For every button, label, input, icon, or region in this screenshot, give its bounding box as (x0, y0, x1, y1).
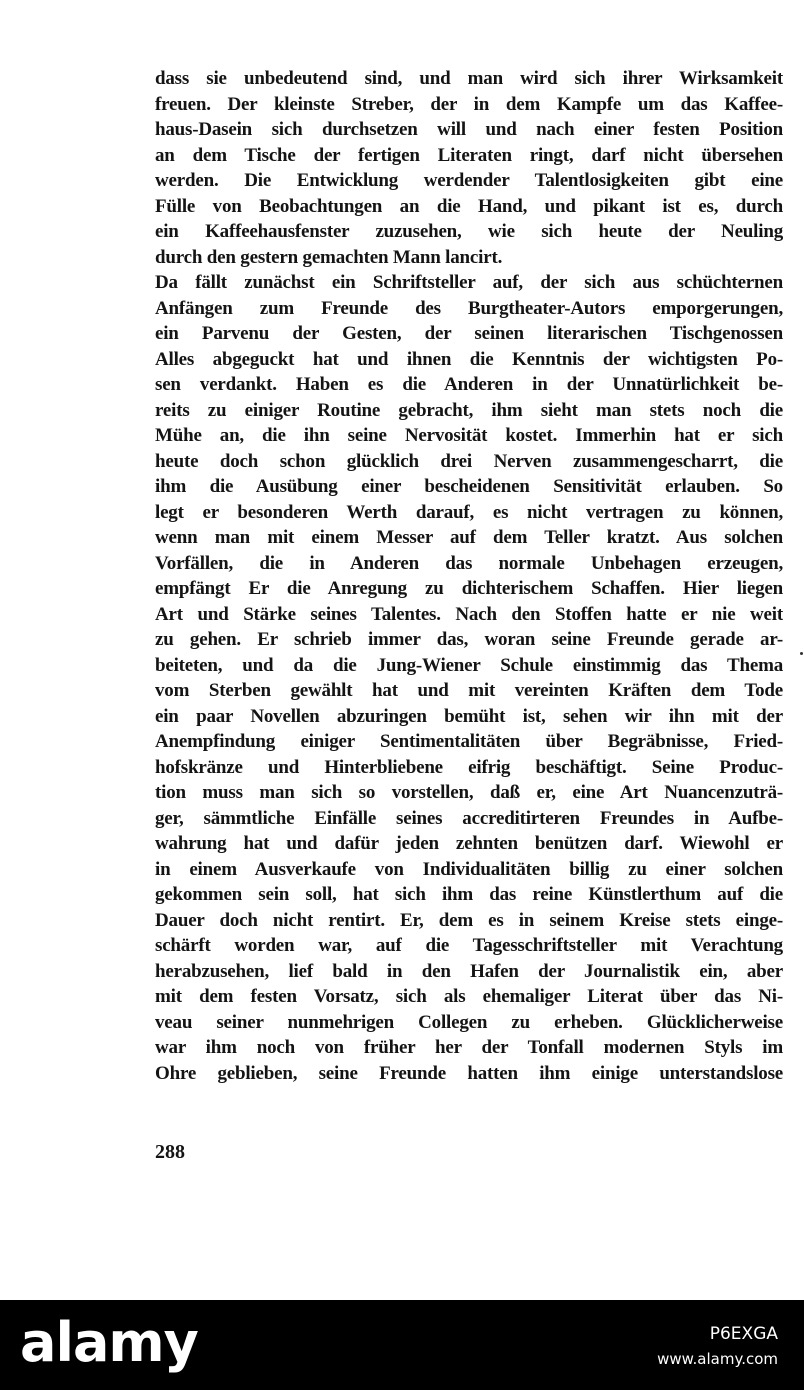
text-line: mit dem festen Vorsatz, sich als ehemaliger Literat über das Ni- (155, 986, 783, 1007)
image-code: P6EXGA (709, 1324, 778, 1344)
watermark-bar (0, 1300, 804, 1390)
page-number: 288 (155, 1141, 185, 1163)
text-line: herabzusehen, lief bald in den Hafen der Journalistik ein, aber (155, 960, 783, 982)
text-line: ger, sämmtliche Einfälle seines accreditirteren Freundes in Aufbe- (155, 807, 783, 829)
text-line: Anempfindung einiger Sentimentalitäten über Begräbnisse, Fried- (155, 731, 783, 752)
text-line: schärft worden war, auf die Tagesschriftsteller mit Verachtung (155, 935, 783, 956)
text-line: ihm die Ausübung einer bescheidenen Sensitivität erlauben. So (155, 476, 783, 497)
text-line: veau seiner nunmehrigen Collegen zu erheben. Glücklicherweise (155, 1011, 783, 1033)
text-line: dass sie unbedeutend sind, und man wird sich ihrer Wirksamkeit (155, 68, 783, 89)
body-text (155, 66, 783, 1086)
text-line: tion muss man sich so vorstellen, daß er, eine Art Nuancenzuträ- (155, 782, 783, 803)
text-line: haus-Dasein sich durchsetzen will und nach einer festen Position (155, 119, 783, 140)
text-line: Alles abgeguckt hat und ihnen die Kenntnis der wichtigsten Po- (155, 348, 783, 370)
text-line: ein Kaffeehausfenster zuzusehen, wie sich heute der Neuling (155, 221, 783, 242)
text-line: in einem Ausverkaufe von Individualitäten billig zu einer solchen (155, 858, 783, 880)
text-line: Ohre geblieben, seine Freunde hatten ihm einige unterstandslose (155, 1062, 783, 1084)
text-line: beiteten, und da die Jung-Wiener Schule einstimmig das Thema (155, 654, 783, 676)
text-line: zu gehen. Er schrieb immer das, woran seine Freunde gerade ar- (155, 629, 783, 650)
margin-mark (800, 652, 803, 655)
text-line: wenn man mit einem Messer auf dem Teller kratzt. Aus solchen (155, 527, 783, 548)
text-line: war ihm noch von früher her der Tonfall modernen Styls im (155, 1037, 783, 1058)
text-line: Vorfällen, die in Anderen das normale Unbehagen erzeugen, (155, 552, 783, 574)
text-line: Art und Stärke seines Talentes. Nach den Stoffen hatte er nie weit (155, 603, 783, 625)
text-line: an dem Tische der fertigen Literaten ringt, darf nicht übersehen (155, 144, 783, 166)
text-line: Da fällt zunächst ein Schriftsteller auf, der sich aus schüchternen (155, 272, 783, 293)
text-line: Fülle von Beobachtungen an die Hand, und pikant ist es, durch (155, 195, 783, 217)
text-line: hofskränze und Hinterbliebene eifrig beschäftigt. Seine Produc- (155, 756, 783, 778)
text-line: reits zu einiger Routine gebracht, ihm sieht man stets noch die (155, 399, 783, 421)
text-line: ein Parvenu der Gesten, der seinen literarischen Tischgenossen (155, 323, 783, 344)
text-line: Dauer doch nicht rentirt. Er, dem es in seinem Kreise stets einge- (155, 909, 783, 931)
site-url: www.alamy.com (657, 1350, 778, 1368)
text-line: Anfängen zum Freunde des Burgtheater-Autors emporgerungen, (155, 297, 783, 319)
text-line: sen verdankt. Haben es die Anderen in der Unnatürlichkeit be- (155, 374, 783, 395)
text-line: empfängt Er die Anregung zu dichterischem Schaffen. Hier liegen (155, 578, 783, 599)
text-line: gekommen sein soll, hat sich ihm das reine Künstlerthum auf die (155, 884, 783, 905)
brand-logo: alamy (20, 1311, 198, 1374)
text-line: durch den gestern gemachten Mann lancirt. (155, 246, 503, 268)
text-line: werden. Die Entwicklung werdender Talentlosigkeiten gibt eine (155, 170, 783, 191)
text-line: wahrung hat und dafür jeden zehnten benützen darf. Wiewohl er (155, 833, 783, 854)
text-line: heute doch schon glücklich drei Nerven zusammengescharrt, die (155, 450, 783, 472)
text-line: legt er besonderen Werth darauf, es nicht vertragen zu können, (155, 501, 783, 523)
text-line: freuen. Der kleinste Streber, der in dem Kampfe um das Kaffee- (155, 93, 783, 115)
text-line: ein paar Novellen abzuringen bemüht ist, sehen wir ihn mit der (155, 705, 783, 727)
text-line: vom Sterben gewählt hat und mit vereinten Kräften dem Tode (155, 680, 783, 701)
text-line: Mühe an, die ihn seine Nervosität kostet. Immerhin hat er sich (155, 425, 783, 446)
